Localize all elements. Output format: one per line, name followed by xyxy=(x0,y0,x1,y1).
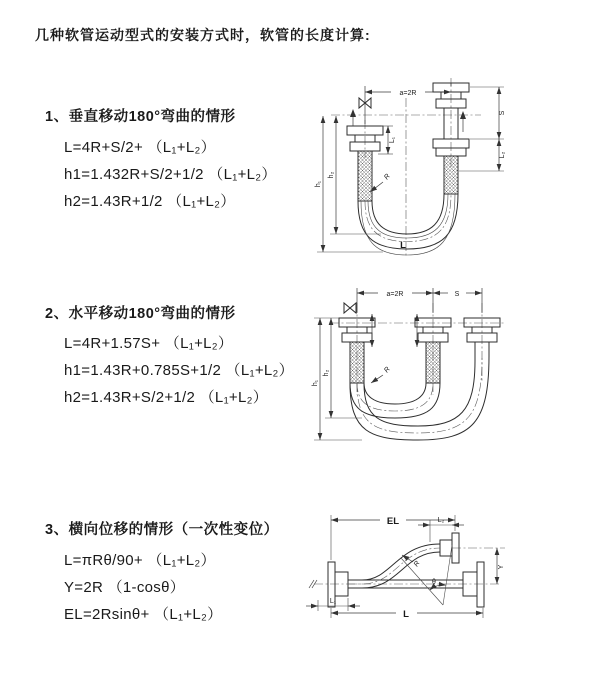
section2-formula-h2: h2=1.43R+S/2+1/2 （L₁+L₂） xyxy=(64,389,269,406)
hose-u-position1 xyxy=(350,383,440,418)
dim-label-h1: h₁ xyxy=(312,379,319,387)
section1-heading: 1、垂直移动180°弯曲的情形 xyxy=(45,109,236,125)
dim-label-h2: h₂ xyxy=(328,171,335,179)
hose-u-bend xyxy=(358,194,458,255)
dim-label-l1: L₁ xyxy=(329,598,337,605)
lower-right-flange xyxy=(463,562,484,607)
radius-label: R xyxy=(412,559,422,569)
dim-label-l1: L₁ xyxy=(389,136,396,144)
section1-formula-h2: h2=1.43R+1/2 （L₁+L₂） xyxy=(64,193,236,210)
section2-formula-h1: h1=1.43R+0.785S+1/2 （L₁+L₂） xyxy=(64,362,294,379)
dim-label-h1: h₁ xyxy=(315,180,322,188)
dim-label-l: L xyxy=(403,609,409,620)
dimension-y xyxy=(497,548,505,584)
dimension-l xyxy=(331,608,483,620)
dim-label-y: Y xyxy=(498,564,505,570)
dim-label-a2r: a=2R xyxy=(399,90,417,97)
section3-formula-Y: Y=2R （1-cosθ） xyxy=(64,579,186,596)
section1-formula-h1: h1=1.432R+S/2+1/2 （L₁+L₂） xyxy=(64,166,277,183)
diagram-horizontal-180-bend xyxy=(300,283,600,463)
hose-displaced-position xyxy=(348,544,440,588)
dimension-a2r xyxy=(357,288,482,313)
radius-label: R xyxy=(383,172,392,182)
section3-heading: 3、横向位移的情形（一次性变位） xyxy=(45,522,279,538)
section2-formula-L: L=4R+1.57S+ （L₁+L₂） xyxy=(64,335,234,352)
section3-formula-L: L=πRθ/90+ （L₁+L₂） xyxy=(64,552,216,569)
diagram-lateral-displacement xyxy=(300,505,600,650)
dimension-h1 xyxy=(315,116,383,252)
section2-heading: 2、水平移动180°弯曲的情形 xyxy=(45,306,236,322)
movement-arrows xyxy=(350,109,466,132)
dimension-h2 xyxy=(328,116,381,234)
dim-label-a2r: a=2R xyxy=(386,291,404,298)
section1-formula-L: L=4R+S/2+ （L₁+L₂） xyxy=(64,139,216,156)
dimension-el xyxy=(331,515,455,560)
dim-label-h2: h₂ xyxy=(323,369,330,377)
radius-callout xyxy=(371,366,392,383)
section3-formula-EL: EL=2Rsinθ+ （L₁+L₂） xyxy=(64,606,223,623)
dim-label-s: S xyxy=(454,291,460,298)
dim-label-l2: L₂ xyxy=(437,517,445,524)
dimension-s xyxy=(470,87,506,139)
dim-label-l2: L₂ xyxy=(499,151,506,159)
dimension-l2-fitting xyxy=(418,517,464,542)
page-title: 几种软管运动型式的安装方式时，软管的长度计算: xyxy=(35,27,371,43)
dimension-l1-fitting xyxy=(378,126,396,154)
angle-label: θ xyxy=(432,579,436,586)
dim-label-el: EL xyxy=(386,516,400,527)
fitting-length-dims xyxy=(372,314,417,347)
dim-label-s: S xyxy=(499,110,506,116)
valve-icon xyxy=(344,303,356,313)
radius-label: R xyxy=(383,365,392,375)
dimension-a2r xyxy=(365,83,451,124)
length-label: L xyxy=(400,240,406,251)
radius-callout xyxy=(370,173,392,192)
dimension-l1-fitting xyxy=(306,598,360,611)
dimension-s xyxy=(433,291,482,298)
diagram-vertical-180-bend xyxy=(303,76,595,258)
